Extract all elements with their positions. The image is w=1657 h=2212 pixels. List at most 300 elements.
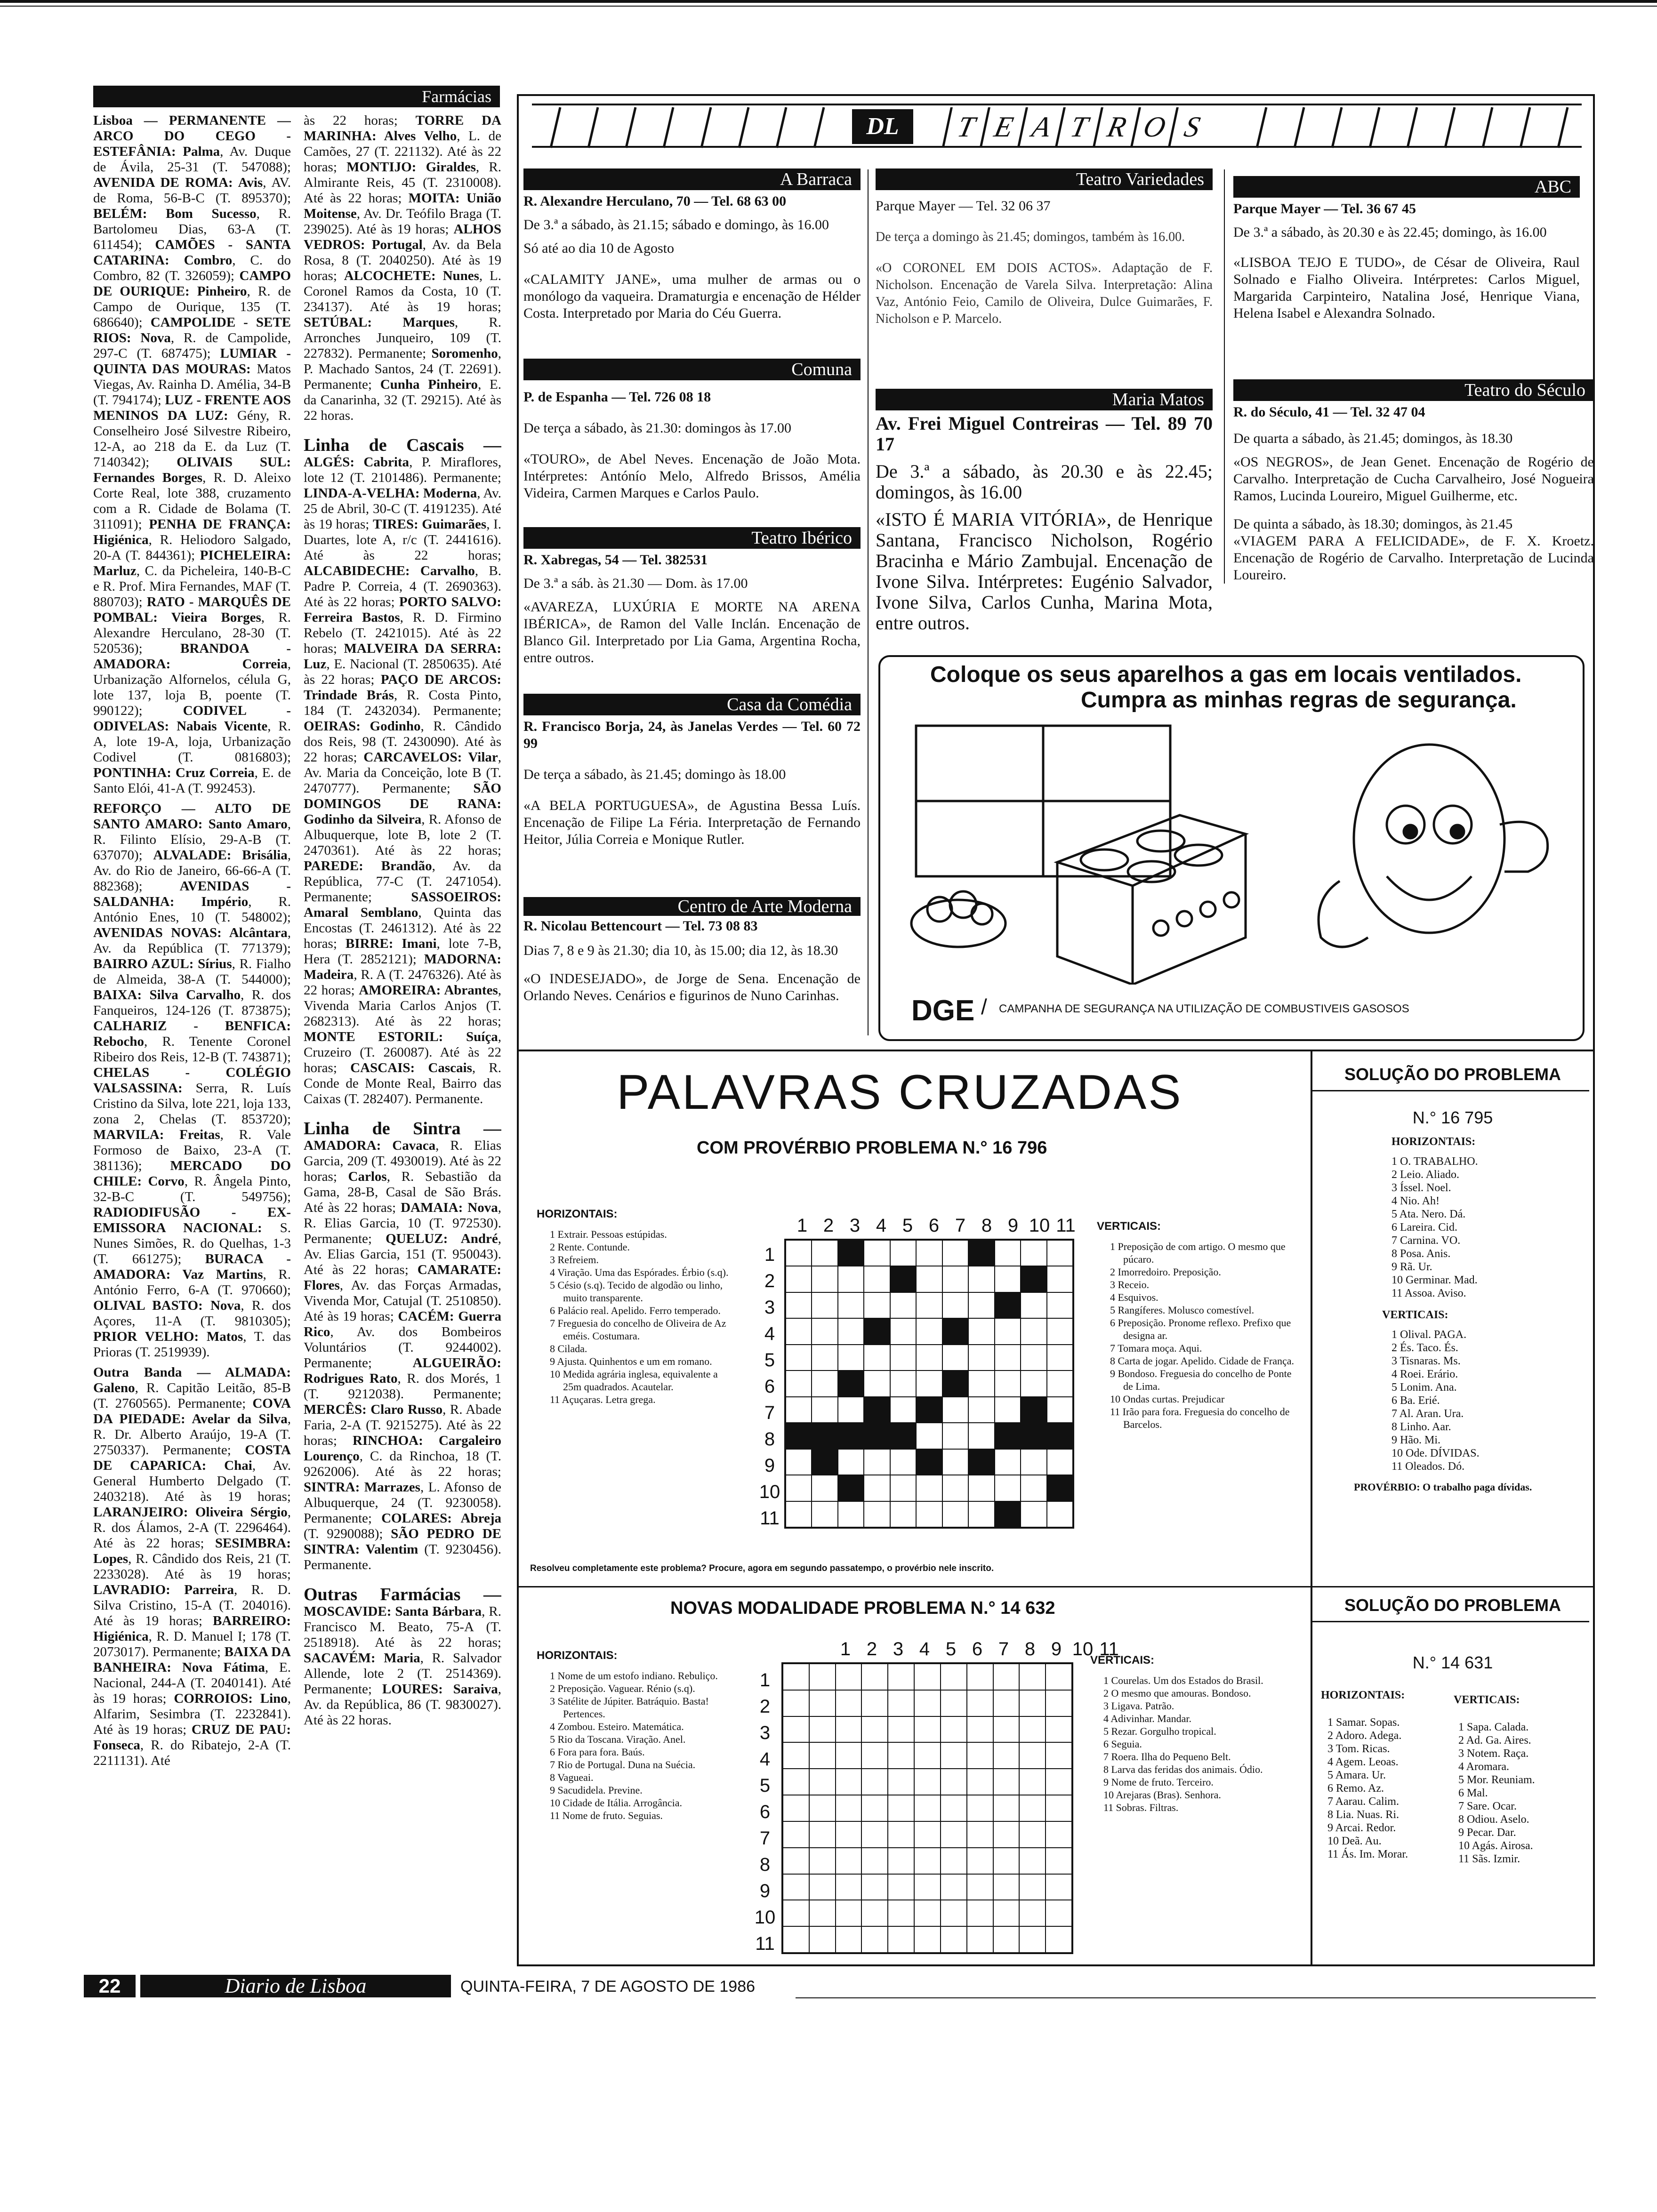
grid-cell[interactable] (914, 1769, 941, 1795)
grid-cell[interactable] (783, 1769, 809, 1795)
grid-cell[interactable] (967, 1926, 993, 1953)
grid-cell[interactable] (941, 1848, 967, 1874)
grid-cell[interactable] (995, 1370, 1021, 1396)
grid-cell-black[interactable] (1047, 1475, 1073, 1501)
grid-cell[interactable] (861, 1821, 888, 1848)
grid-cell[interactable] (916, 1370, 942, 1396)
grid-cell[interactable] (1047, 1240, 1073, 1266)
grid-cell[interactable] (967, 1716, 993, 1743)
grid-cell[interactable] (941, 1664, 967, 1690)
solution-item: 9 Hão. Mi. (1392, 1434, 1440, 1446)
grid-cell[interactable] (838, 1318, 864, 1344)
grid-cell-black[interactable] (812, 1449, 837, 1475)
grid-cell[interactable] (812, 1397, 837, 1423)
grid-cell[interactable] (916, 1292, 942, 1318)
grid-cell[interactable] (888, 1900, 914, 1926)
clue-item: 5 Rangíferes. Molusco comestível. (1110, 1304, 1255, 1316)
grid-cell[interactable] (1019, 1690, 1046, 1716)
problem-separator (518, 1586, 1311, 1587)
grid-cell[interactable] (864, 1370, 890, 1396)
grid-cell-black[interactable] (916, 1449, 942, 1475)
grid-cell-black[interactable] (838, 1240, 864, 1266)
grid-cell[interactable] (968, 1501, 994, 1527)
teatro-abc (1233, 168, 1580, 322)
grid-cell[interactable] (888, 1690, 914, 1716)
clue-item: 11 Nome de fruto. Seguias. (550, 1810, 663, 1821)
grid-cell[interactable] (942, 1240, 968, 1266)
teatro-iberico (523, 527, 861, 666)
grid-cell[interactable] (864, 1449, 890, 1475)
grid-cell[interactable] (967, 1664, 993, 1690)
grid-cell[interactable] (861, 1742, 888, 1769)
grid-cell-black[interactable] (968, 1240, 994, 1266)
grid-col-number: 7 (955, 1215, 966, 1236)
grid-cell-black[interactable] (995, 1501, 1021, 1527)
grid-cell[interactable] (916, 1266, 942, 1292)
grid-cell[interactable] (786, 1266, 812, 1292)
grid-cell[interactable] (914, 1874, 941, 1900)
grid-cell[interactable] (995, 1397, 1021, 1423)
grid-cell[interactable] (838, 1292, 864, 1318)
grid-cell[interactable] (993, 1769, 1020, 1795)
grid-cell[interactable] (1021, 1501, 1046, 1527)
grid-cell[interactable] (1047, 1292, 1073, 1318)
grid-cell[interactable] (1046, 1690, 1072, 1716)
grid-cell[interactable] (809, 1742, 836, 1769)
grid-cell[interactable] (941, 1821, 967, 1848)
grid-cell[interactable] (941, 1795, 967, 1821)
clue-item: 5 Rio da Toscana. Viração. Anel. (550, 1733, 686, 1745)
grid-cell[interactable] (890, 1318, 916, 1344)
grid-cell[interactable] (995, 1240, 1021, 1266)
ad-slash: / (981, 994, 987, 1019)
grid-cell[interactable] (836, 1664, 862, 1690)
grid-cell-black[interactable] (995, 1292, 1021, 1318)
page-footer (41, 1975, 795, 1999)
grid-cell[interactable] (967, 1795, 993, 1821)
grid-cell[interactable] (888, 1848, 914, 1874)
grid-row-number: 5 (759, 1775, 771, 1796)
grid-cell[interactable] (838, 1449, 864, 1475)
grid-col-number: 1 (840, 1639, 851, 1659)
grid-cell[interactable] (861, 1690, 888, 1716)
grid-cell-black[interactable] (864, 1423, 890, 1449)
clue-item: 8 Larva das feridas dos animais. Ódio. (1103, 1763, 1263, 1775)
grid-cell-black[interactable] (942, 1318, 968, 1344)
grid-row-number: 7 (759, 1828, 771, 1849)
grid-cell[interactable] (888, 1821, 914, 1848)
grid-cell[interactable] (968, 1475, 994, 1501)
grid-col-number: 2 (823, 1215, 834, 1236)
grid-cell[interactable] (786, 1318, 812, 1344)
grid-cell-black[interactable] (864, 1318, 890, 1344)
iberico-play: «AVAREZA, LUXÚRIA E MORTE NA ARENA IBÉRICA», de Ramon del Valle Inclán. Encenação de Blanco Gil. Interpretado por Lia Gama, Argentina Rocha, entre outros. (523, 599, 861, 665)
grid-cell[interactable] (809, 1664, 836, 1690)
grid-cell[interactable] (1019, 1664, 1046, 1690)
grid-cell-black[interactable] (1021, 1423, 1046, 1449)
clue-item: 1 Nome de um estofo indiano. Rebuliço. (550, 1670, 718, 1682)
grid-cell-black[interactable] (786, 1423, 812, 1449)
grid-cell[interactable] (993, 1848, 1020, 1874)
grid-cell[interactable] (888, 1795, 914, 1821)
grid-cell[interactable] (1047, 1397, 1073, 1423)
grid-cell[interactable] (890, 1397, 916, 1423)
grid-cell-black[interactable] (968, 1449, 994, 1475)
grid-cell[interactable] (888, 1926, 914, 1953)
grid-cell[interactable] (786, 1240, 812, 1266)
solution-item: 10 Germinar. Mad. (1392, 1274, 1478, 1286)
grid-cell[interactable] (864, 1240, 890, 1266)
grid-cell[interactable] (968, 1423, 994, 1449)
grid-cell[interactable] (888, 1742, 914, 1769)
grid-cell-black[interactable] (864, 1397, 890, 1423)
grid-cell[interactable] (942, 1449, 968, 1475)
grid-cell[interactable] (786, 1397, 812, 1423)
clue-item: 6 Palácio real. Apelido. Ferro temperado. (550, 1305, 721, 1316)
grid-cell[interactable] (861, 1848, 888, 1874)
grid-cell[interactable] (1019, 1742, 1046, 1769)
grid-cell[interactable] (942, 1345, 968, 1370)
grid-cell-black[interactable] (942, 1370, 968, 1396)
solucao1-v-list (1392, 1328, 1589, 1473)
grid-cell[interactable] (914, 1690, 941, 1716)
grid-cell-black[interactable] (838, 1370, 864, 1396)
grid-cell[interactable] (1021, 1292, 1046, 1318)
grid-cell[interactable] (809, 1795, 836, 1821)
grid-cell[interactable] (942, 1475, 968, 1501)
grid-cell-black[interactable] (995, 1423, 1021, 1449)
grid-cell[interactable] (916, 1318, 942, 1344)
solution-item: 9 Rã. Ur. (1392, 1261, 1432, 1273)
grid-cell[interactable] (1046, 1795, 1072, 1821)
grid-cell[interactable] (1021, 1370, 1046, 1396)
grid-cell[interactable] (995, 1266, 1021, 1292)
grid-cell[interactable] (1046, 1874, 1072, 1900)
grid-cell[interactable] (809, 1716, 836, 1743)
grid-cell[interactable] (809, 1769, 836, 1795)
solucao1-proverbio: PROVÉRBIO: O trabalho paga dívidas. (1354, 1481, 1532, 1493)
grid-cell[interactable] (1046, 1664, 1072, 1690)
clue-item: 8 Vagueai. (550, 1771, 594, 1783)
clue-item: 11 Açuçaras. Letra grega. (550, 1394, 656, 1405)
grid-cell[interactable] (993, 1795, 1020, 1821)
grid-cell-black[interactable] (890, 1423, 916, 1449)
grid-cell[interactable] (809, 1926, 836, 1953)
grid-cell[interactable] (861, 1795, 888, 1821)
grid-cell[interactable] (812, 1292, 837, 1318)
grid-cell[interactable] (786, 1501, 812, 1527)
dge-ad (878, 655, 1585, 1041)
grid-cell[interactable] (864, 1345, 890, 1370)
grid-cell[interactable] (968, 1292, 994, 1318)
grid-cell[interactable] (993, 1742, 1020, 1769)
grid-cell[interactable] (836, 1874, 862, 1900)
grid-cell[interactable] (783, 1716, 809, 1743)
grid-cell[interactable] (1019, 1900, 1046, 1926)
grid-cell[interactable] (942, 1397, 968, 1423)
grid-cell[interactable] (861, 1926, 888, 1953)
grid-cell[interactable] (995, 1449, 1021, 1475)
grid-cell[interactable] (968, 1345, 994, 1370)
crossword-title-text: PALAVRAS CRUZADAS (617, 1065, 1183, 1120)
grid-cell[interactable] (864, 1475, 890, 1501)
grid-cell[interactable] (914, 1795, 941, 1821)
grid-cell[interactable] (1046, 1848, 1072, 1874)
grid-cell[interactable] (809, 1848, 836, 1874)
problem1-row-numbers (758, 1242, 781, 1531)
problem2-row-numbers (753, 1667, 777, 1957)
grid-cell-black[interactable] (1021, 1266, 1046, 1292)
grid-cell[interactable] (836, 1795, 862, 1821)
grid-cell[interactable] (812, 1475, 837, 1501)
grid-cell[interactable] (941, 1690, 967, 1716)
grid-cell[interactable] (836, 1926, 862, 1953)
seculo-play: «OS NEGROS», de Jean Genet. Encenação de Rogério de Carvalho. Interpretação de Cucha Carvalheiro, José Nogueira Ramos, Lucinda Loureiro, Miguel Guilherme, etc. (1233, 454, 1594, 504)
grid-cell[interactable] (1021, 1449, 1046, 1475)
grid-cell[interactable] (914, 1716, 941, 1743)
grid-cell[interactable] (941, 1769, 967, 1795)
grid-cell[interactable] (967, 1848, 993, 1874)
grid-cell[interactable] (914, 1900, 941, 1926)
grid-cell[interactable] (786, 1449, 812, 1475)
grid-cell[interactable] (888, 1769, 914, 1795)
grid-cell[interactable] (836, 1742, 862, 1769)
grid-col-number: 8 (1024, 1639, 1036, 1659)
grid-cell[interactable] (812, 1345, 837, 1370)
grid-cell[interactable] (836, 1821, 862, 1848)
grid-cell[interactable] (786, 1345, 812, 1370)
grid-cell[interactable] (916, 1423, 942, 1449)
grid-cell-black[interactable] (1047, 1423, 1073, 1449)
clue-item: 9 Sacudidela. Previne. (550, 1784, 643, 1796)
solution-item: 4 Nio. Ah! (1392, 1195, 1440, 1207)
grid-cell[interactable] (864, 1501, 890, 1527)
crossword-top-rule (518, 1050, 1594, 1051)
grid-cell[interactable] (914, 1742, 941, 1769)
grid-cell[interactable] (1046, 1742, 1072, 1769)
grid-cell-black[interactable] (1021, 1397, 1046, 1423)
grid-cell[interactable] (888, 1664, 914, 1690)
grid-cell[interactable] (942, 1423, 968, 1449)
variedades-times: De terça a domingo às 21.45; domingos, também às 16.00. (876, 230, 1185, 244)
grid-cell[interactable] (890, 1449, 916, 1475)
grid-cell-black[interactable] (838, 1475, 864, 1501)
grid-cell[interactable] (786, 1475, 812, 1501)
grid-cell[interactable] (967, 1742, 993, 1769)
grid-cell[interactable] (783, 1848, 809, 1874)
grid-cell-black[interactable] (890, 1266, 916, 1292)
grid-cell[interactable] (864, 1266, 890, 1292)
grid-cell[interactable] (1019, 1821, 1046, 1848)
grid-cell[interactable] (861, 1874, 888, 1900)
grid-cell[interactable] (1047, 1345, 1073, 1370)
grid-cell[interactable] (967, 1900, 993, 1926)
grid-cell[interactable] (783, 1690, 809, 1716)
grid-cell[interactable] (1047, 1370, 1073, 1396)
grid-cell[interactable] (1047, 1318, 1073, 1344)
solution-item: 3 Tisnaras. Ms. (1392, 1355, 1461, 1367)
grid-cell[interactable] (914, 1664, 941, 1690)
grid-cell[interactable] (861, 1900, 888, 1926)
solucao2-rule (1311, 1621, 1589, 1622)
solution-item: 4 Agem. Leoas. (1327, 1756, 1399, 1768)
grid-cell[interactable] (993, 1821, 1020, 1848)
problem1-verticais (1097, 1220, 1295, 1431)
grid-cell[interactable] (942, 1292, 968, 1318)
grid-cell[interactable] (861, 1664, 888, 1690)
grid-cell-black[interactable] (838, 1423, 864, 1449)
grid-cell[interactable] (836, 1690, 862, 1716)
grid-cell[interactable] (890, 1240, 916, 1266)
grid-cell[interactable] (995, 1318, 1021, 1344)
grid-cell[interactable] (890, 1475, 916, 1501)
grid-row-number: 1 (764, 1244, 775, 1265)
grid-cell[interactable] (993, 1664, 1020, 1690)
grid-cell[interactable] (861, 1769, 888, 1795)
grid-row-number: 11 (755, 1933, 775, 1954)
grid-cell[interactable] (1047, 1449, 1073, 1475)
grid-cell[interactable] (968, 1370, 994, 1396)
cam-header: Centro de Arte Moderna (523, 897, 861, 916)
grid-cell[interactable] (993, 1874, 1020, 1900)
grid-cell[interactable] (914, 1848, 941, 1874)
grid-cell[interactable] (914, 1926, 941, 1953)
grid-cell-black[interactable] (812, 1423, 837, 1449)
grid-cell[interactable] (1021, 1475, 1046, 1501)
grid-cell[interactable] (941, 1742, 967, 1769)
grid-cell[interactable] (993, 1690, 1020, 1716)
grid-cell[interactable] (993, 1926, 1020, 1953)
solution-item: 8 Odiou. Aselo. (1458, 1813, 1529, 1826)
grid-cell[interactable] (838, 1266, 864, 1292)
grid-cell[interactable] (864, 1292, 890, 1318)
grid-cell[interactable] (916, 1501, 942, 1527)
clue-item: 7 Freguesia do concelho de Oliveira de Az eméis. Costumara. (550, 1317, 726, 1342)
grid-cell[interactable] (967, 1690, 993, 1716)
grid-cell[interactable] (1019, 1769, 1046, 1795)
grid-cell[interactable] (783, 1926, 809, 1953)
grid-cell[interactable] (995, 1345, 1021, 1370)
grid-cell[interactable] (890, 1292, 916, 1318)
grid-cell[interactable] (1046, 1926, 1072, 1953)
grid-cell[interactable] (888, 1716, 914, 1743)
grid-cell[interactable] (809, 1900, 836, 1926)
grid-cell[interactable] (916, 1240, 942, 1266)
grid-cell[interactable] (1019, 1874, 1046, 1900)
grid-cell[interactable] (941, 1874, 967, 1900)
solution-item: 5 Mor. Reuniam. (1458, 1774, 1535, 1786)
grid-cell[interactable] (968, 1318, 994, 1344)
grid-cell[interactable] (812, 1370, 837, 1396)
clue-item: 3 Refreiem. (550, 1254, 599, 1266)
grid-cell[interactable] (812, 1318, 837, 1344)
grid-cell[interactable] (967, 1769, 993, 1795)
grid-cell[interactable] (890, 1501, 916, 1527)
iberico-header: Teatro Ibérico (523, 527, 861, 549)
clue-item: 9 Bondoso. Freguesia do concelho de Ponte de Lima. (1110, 1368, 1292, 1392)
grid-cell[interactable] (1021, 1318, 1046, 1344)
grid-cell[interactable] (941, 1926, 967, 1953)
grid-cell[interactable] (1019, 1848, 1046, 1874)
grid-cell[interactable] (1047, 1501, 1073, 1527)
grid-cell[interactable] (809, 1874, 836, 1900)
grid-cell[interactable] (783, 1795, 809, 1821)
grid-cell-black[interactable] (916, 1397, 942, 1423)
grid-cell[interactable] (941, 1716, 967, 1743)
grid-cell[interactable] (890, 1370, 916, 1396)
grid-cell[interactable] (1046, 1821, 1072, 1848)
grid-cell[interactable] (786, 1292, 812, 1318)
grid-cell[interactable] (968, 1266, 994, 1292)
grid-cell[interactable] (783, 1742, 809, 1769)
grid-cell[interactable] (941, 1900, 967, 1926)
grid-cell[interactable] (783, 1821, 809, 1848)
grid-cell[interactable] (914, 1821, 941, 1848)
grid-cell[interactable] (916, 1475, 942, 1501)
grid-cell[interactable] (967, 1821, 993, 1848)
grid-cell[interactable] (993, 1716, 1020, 1743)
grid-cell[interactable] (968, 1397, 994, 1423)
grid-cell[interactable] (1047, 1266, 1073, 1292)
grid-cell[interactable] (890, 1345, 916, 1370)
solution-item: 8 Linho. Aar. (1392, 1421, 1451, 1433)
grid-cell[interactable] (1046, 1716, 1072, 1743)
grid-cell[interactable] (967, 1874, 993, 1900)
grid-col-number: 4 (919, 1639, 930, 1659)
grid-cell[interactable] (786, 1370, 812, 1396)
grid-cell[interactable] (1019, 1716, 1046, 1743)
grid-cell[interactable] (783, 1664, 809, 1690)
grid-cell[interactable] (812, 1501, 837, 1527)
grid-cell[interactable] (1019, 1926, 1046, 1953)
farmacias-header: Farmácias (93, 86, 500, 107)
grid-cell[interactable] (1021, 1345, 1046, 1370)
grid-cell[interactable] (916, 1345, 942, 1370)
grid-cell[interactable] (809, 1821, 836, 1848)
grid-cell[interactable] (812, 1266, 837, 1292)
farmacias-cont: às 22 horas; TORRE DA MARINHA: Alves Velho, L. de Camões, 27 (T. 221132). Até às 22 horas; MONTIJO: Giraldes, R. Almirante Reis, 45 (T. 2310008). Até às 22 horas; MOITA: União Moitense, Av. Dr. Teófilo Braga (T. 239025). Até às 19 horas; ALHOS VEDROS: Portugal, Av. da Bela Rosa, 8 (T. 2040250). Até às 19 horas; ALCOCHETE: Nunes, L. Coronel Ramos da Costa, 10 (T. 234137). Até às 19 horas; SETÚBAL: Marques, R. Arronches Junqueiro, 109 (T. 227832). Permanente; Soromenho, P. Machado Santos, 24 (T. 22691). Permanente; Cunha Pinheiro, E. da Canarinha, 32 (T. 29215). Até às 22 horas. (304, 113, 501, 423)
grid-cell[interactable] (836, 1769, 862, 1795)
grid-cell[interactable] (836, 1900, 862, 1926)
grid-cell[interactable] (783, 1874, 809, 1900)
grid-cell[interactable] (1046, 1769, 1072, 1795)
grid-cell[interactable] (836, 1716, 862, 1743)
grid-cell[interactable] (838, 1397, 864, 1423)
grid-cell[interactable] (993, 1900, 1020, 1926)
grid-cell[interactable] (812, 1240, 837, 1266)
clue-item: 7 Rio de Portugal. Duna na Suécia. (550, 1759, 696, 1771)
grid-cell[interactable] (838, 1345, 864, 1370)
grid-cell[interactable] (888, 1874, 914, 1900)
grid-cell[interactable] (809, 1690, 836, 1716)
solution-item: 6 Remo. Az. (1327, 1782, 1384, 1795)
grid-cell[interactable] (995, 1475, 1021, 1501)
grid-cell[interactable] (783, 1900, 809, 1926)
grid-cell[interactable] (861, 1716, 888, 1743)
solution-item: 11 Ás. Im. Morar. (1327, 1848, 1408, 1860)
grid-cell[interactable] (836, 1848, 862, 1874)
abc-times: De 3.ª a sábado, às 20.30 e às 22.45; domingo, às 16.00 (1233, 224, 1547, 240)
grid-cell[interactable] (942, 1501, 968, 1527)
grid-cell[interactable] (1019, 1795, 1046, 1821)
cam-address: R. Nicolau Bettencourt — Tel. 73 08 83 (523, 918, 758, 934)
grid-cell[interactable] (838, 1501, 864, 1527)
grid-cell[interactable] (1021, 1240, 1046, 1266)
grid-cell[interactable] (942, 1266, 968, 1292)
grid-col-number: 8 (981, 1215, 992, 1236)
grid-cell[interactable] (1046, 1900, 1072, 1926)
cam-play: «O INDESEJADO», de Jorge de Sena. Encenação de Orlando Neves. Cenários e figurinos de Nuno Carinhas. (523, 971, 861, 1003)
